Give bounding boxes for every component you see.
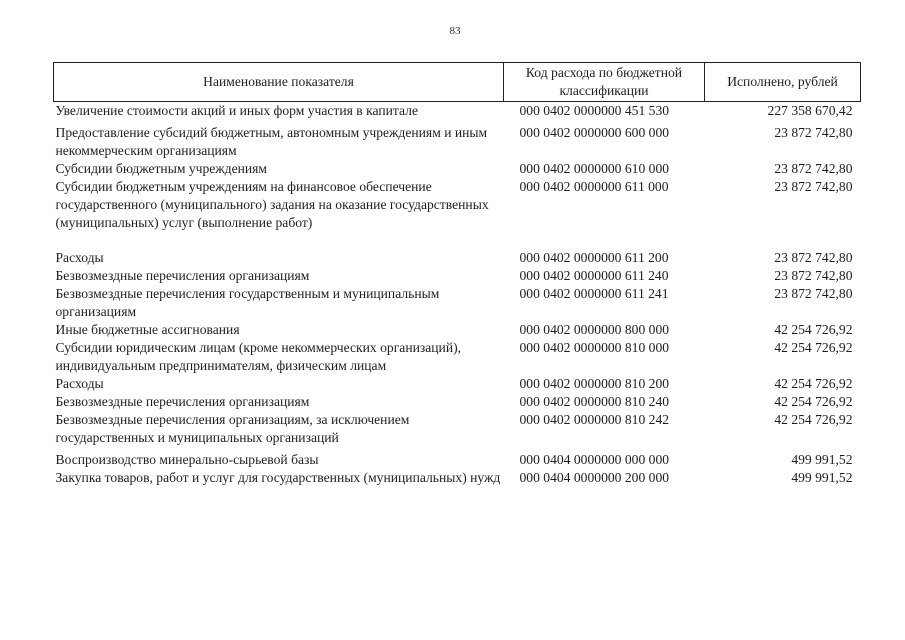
header-executed-amount: Исполнено, рублей	[705, 63, 861, 102]
table-header-row	[54, 63, 861, 102]
row-amount: 42 254 726,92	[774, 412, 853, 427]
row-name: Безвозмездные перечисления организациям, за исключением государственных и муниципальных организаций	[55, 412, 410, 445]
row-name: Предоставление субсидий бюджетным, автономным учреждениям и иным некоммерческим организациям	[55, 125, 488, 158]
page-number: 83	[449, 25, 461, 37]
row-code: 000 0402 0000000 610 000	[519, 161, 670, 176]
row-amount: 42 254 726,92	[774, 340, 853, 355]
row-name: Закупка товаров, работ и услуг для государственных (муниципальных) нужд	[55, 470, 501, 485]
table-row	[54, 285, 861, 321]
row-code: 000 0404 0000000 000 000	[519, 452, 670, 467]
table-row	[54, 375, 861, 393]
row-amount: 23 872 742,80	[774, 179, 853, 194]
table-row	[54, 267, 861, 285]
row-amount: 499 991,52	[791, 452, 853, 467]
header-indicator-name: Наименование показателя	[54, 63, 504, 102]
expenditure-table	[53, 62, 861, 487]
row-code: 000 0402 0000000 611 200	[519, 250, 669, 265]
row-code: 000 0402 0000000 451 530	[519, 103, 670, 118]
row-name: Расходы	[55, 376, 104, 391]
row-name: Воспроизводство минерально-сырьевой базы	[55, 452, 319, 467]
row-code: 000 0404 0000000 200 000	[519, 470, 670, 485]
row-amount: 23 872 742,80	[774, 125, 853, 140]
row-amount: 23 872 742,80	[774, 286, 853, 301]
row-amount: 23 872 742,80	[774, 161, 853, 176]
row-amount: 23 872 742,80	[774, 268, 853, 283]
table-row	[54, 411, 861, 451]
table-row	[54, 102, 861, 125]
row-name: Безвозмездные перечисления организациям	[55, 394, 310, 409]
row-amount: 23 872 742,80	[774, 250, 853, 265]
row-amount: 499 991,52	[791, 470, 853, 485]
row-amount: 42 254 726,92	[774, 394, 853, 409]
table-row	[54, 339, 861, 375]
table-row	[54, 160, 861, 178]
header-expense-code: Код расхода по бюджетной классификации	[504, 63, 705, 102]
row-amount: 227 358 670,42	[767, 103, 853, 118]
table-row	[54, 124, 861, 160]
row-name: Субсидии бюджетным учреждениям	[55, 161, 268, 176]
table-row	[54, 451, 861, 469]
row-name: Увеличение стоимости акций и иных форм участия в капитале	[55, 103, 418, 118]
row-name: Безвозмездные перечисления организациям	[55, 268, 310, 283]
row-code: 000 0402 0000000 611 241	[519, 286, 669, 301]
row-code: 000 0402 0000000 800 000	[519, 322, 670, 337]
row-code: 000 0402 0000000 611 240	[519, 268, 669, 283]
row-name: Безвозмездные перечисления государственным и муниципальным организациям	[55, 286, 440, 319]
table-row	[54, 178, 861, 249]
row-name: Субсидии юридическим лицам (кроме некоммерческих организаций), индивидуальным предпринимателям, физическим лицам	[55, 340, 462, 373]
row-code: 000 0402 0000000 810 242	[519, 412, 670, 427]
row-code: 000 0402 0000000 810 240	[519, 394, 670, 409]
table-row	[54, 249, 861, 267]
row-code: 000 0402 0000000 600 000	[519, 125, 670, 140]
row-name: Субсидии бюджетным учреждениям на финансовое обеспечение государственного (муниципального) задания на оказание государственных (муниципальных) услуг (выполнение работ)	[55, 179, 489, 230]
row-code: 000 0402 0000000 810 000	[519, 340, 670, 355]
row-amount: 42 254 726,92	[774, 322, 853, 337]
table-row	[54, 469, 861, 487]
table-row	[54, 393, 861, 411]
row-name: Расходы	[55, 250, 104, 265]
row-code: 000 0402 0000000 810 200	[519, 376, 670, 391]
table-row	[54, 321, 861, 339]
row-amount: 42 254 726,92	[774, 376, 853, 391]
row-code: 000 0402 0000000 611 000	[519, 179, 669, 194]
row-name: Иные бюджетные ассигнования	[55, 322, 240, 337]
